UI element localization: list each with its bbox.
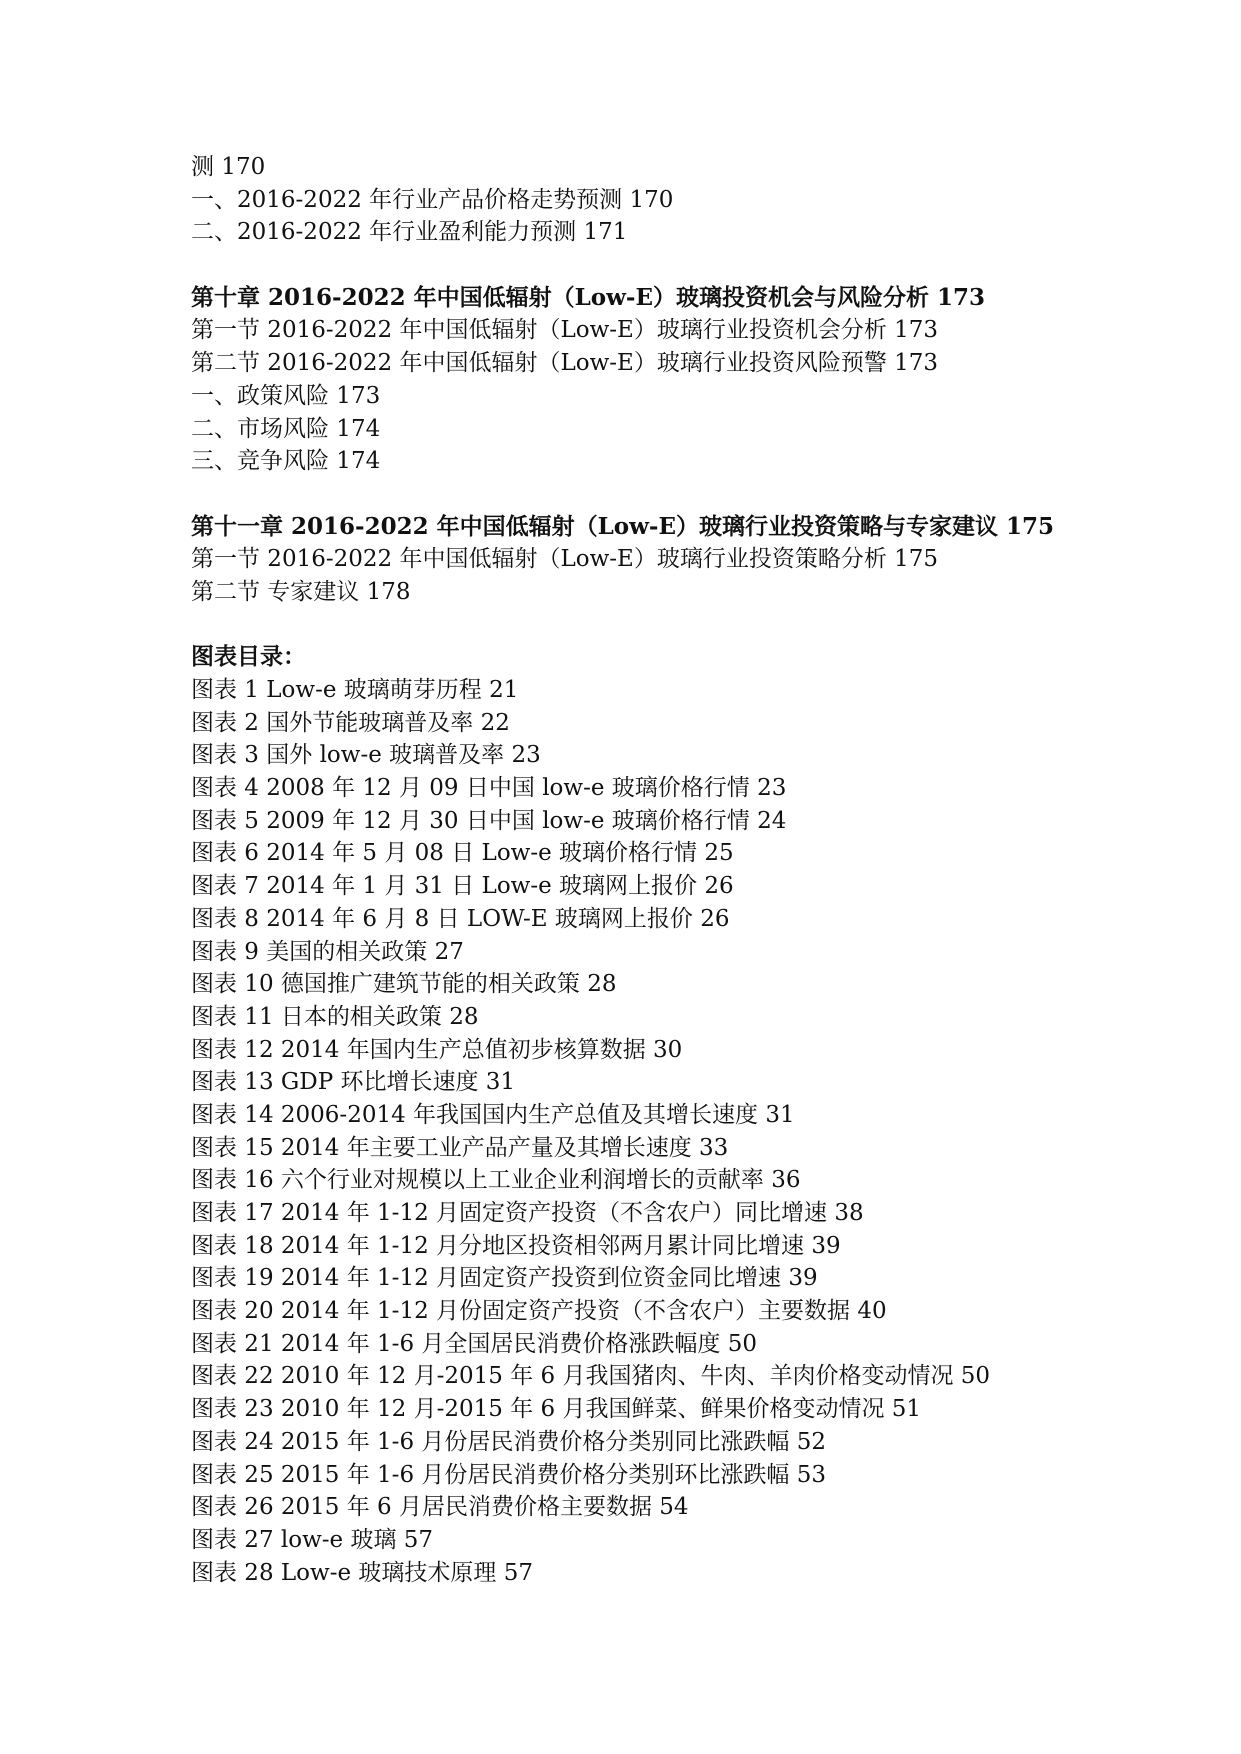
figure-entry: 图表 12 2014 年国内生产总值初步核算数据 30 bbox=[191, 1036, 683, 1063]
figure-entry: 图表 23 2010 年 12 月-2015 年 6 月我国鲜菜、鲜果价格变动情况 51 bbox=[191, 1396, 922, 1423]
figure-entry: 图表 28 Low-e 玻璃技术原理 57 bbox=[191, 1559, 533, 1586]
section-gap bbox=[191, 478, 1191, 511]
toc-entry: 一、2016-2022 年行业产品价格走势预测 170 bbox=[191, 186, 674, 213]
toc-entry: 三、竞争风险 174 bbox=[191, 448, 381, 475]
figure-entry: 图表 20 2014 年 1-12 月份固定资产投资（不含农户）主要数据 40 bbox=[191, 1298, 887, 1325]
figure-entry: 图表 7 2014 年 1 月 31 日 Low-e 玻璃网上报价 26 bbox=[191, 873, 734, 900]
figure-entry: 图表 4 2008 年 12 月 09 日中国 low-e 玻璃价格行情 23 bbox=[191, 775, 787, 802]
figure-entry: 图表 8 2014 年 6 月 8 日 LOW-E 玻璃网上报价 26 bbox=[191, 905, 730, 932]
toc-entry: 第一节 2016-2022 年中国低辐射（Low-E）玻璃行业投资策略分析 175 bbox=[191, 546, 939, 573]
figure-entry: 图表 25 2015 年 1-6 月份居民消费价格分类别环比涨跌幅 53 bbox=[191, 1461, 826, 1488]
figure-entry: 图表 2 国外节能玻璃普及率 22 bbox=[191, 709, 510, 736]
toc-entry: 二、市场风险 174 bbox=[191, 415, 381, 442]
figure-list bbox=[191, 674, 1191, 1589]
figure-entry: 图表 6 2014 年 5 月 08 日 Low-e 玻璃价格行情 25 bbox=[191, 840, 734, 867]
toc-entry: 二、2016-2022 年行业盈利能力预测 171 bbox=[191, 219, 628, 246]
toc-entry: 第二节 专家建议 178 bbox=[191, 578, 411, 605]
figure-entry: 图表 14 2006-2014 年我国国内生产总值及其增长速度 31 bbox=[191, 1101, 795, 1128]
toc-entry: 第二节 2016-2022 年中国低辐射（Low-E）玻璃行业投资风险预警 173 bbox=[191, 350, 939, 377]
chapter-11-heading: 第十一章 2016-2022 年中国低辐射（Low-E）玻璃行业投资策略与专家建议 175 bbox=[191, 512, 1054, 540]
figure-entry: 图表 17 2014 年 1-12 月固定资产投资（不含农户）同比增速 38 bbox=[191, 1200, 864, 1226]
toc-entry: 测 170 bbox=[191, 154, 266, 180]
figure-entry: 图表 22 2010 年 12 月-2015 年 6 月我国猪肉、牛肉、羊肉价格变动情况 50 bbox=[191, 1363, 991, 1390]
figure-entry: 图表 11 日本的相关政策 28 bbox=[191, 1003, 479, 1030]
section-gap bbox=[191, 249, 1191, 282]
section-gap bbox=[191, 609, 1191, 642]
figure-entry: 图表 10 德国推广建筑节能的相关政策 28 bbox=[191, 971, 617, 998]
figure-entry: 图表 24 2015 年 1-6 月份居民消费价格分类别同比涨跌幅 52 bbox=[191, 1428, 826, 1455]
toc-entry: 一、政策风险 173 bbox=[191, 382, 381, 409]
figure-entry: 图表 26 2015 年 6 月居民消费价格主要数据 54 bbox=[191, 1494, 689, 1521]
figure-list-heading: 图表目录： bbox=[191, 643, 306, 671]
figure-entry: 图表 21 2014 年 1-6 月全国居民消费价格涨跌幅度 50 bbox=[191, 1330, 757, 1357]
figure-entry: 图表 16 六个行业对规模以上工业企业利润增长的贡献率 36 bbox=[191, 1167, 801, 1194]
figure-entry: 图表 18 2014 年 1-12 月分地区投资相邻两月累计同比增速 39 bbox=[191, 1232, 841, 1259]
chapter-10-heading: 第十章 2016-2022 年中国低辐射（Low-E）玻璃投资机会与风险分析 173 bbox=[191, 283, 985, 311]
document-page bbox=[191, 151, 1191, 1589]
figure-entry: 图表 19 2014 年 1-12 月固定资产投资到位资金同比增速 39 bbox=[191, 1265, 818, 1292]
figure-entry: 图表 13 GDP 环比增长速度 31 bbox=[191, 1069, 516, 1096]
figure-entry: 图表 27 low-e 玻璃 57 bbox=[191, 1526, 434, 1553]
figure-entry: 图表 1 Low-e 玻璃萌芽历程 21 bbox=[191, 677, 519, 703]
figure-entry: 图表 5 2009 年 12 月 30 日中国 low-e 玻璃价格行情 24 bbox=[191, 807, 787, 834]
toc-entry: 第一节 2016-2022 年中国低辐射（Low-E）玻璃行业投资机会分析 173 bbox=[191, 317, 939, 344]
figure-entry: 图表 3 国外 low-e 玻璃普及率 23 bbox=[191, 742, 541, 769]
figure-entry: 图表 15 2014 年主要工业产品产量及其增长速度 33 bbox=[191, 1134, 729, 1161]
figure-entry: 图表 9 美国的相关政策 27 bbox=[191, 938, 464, 965]
